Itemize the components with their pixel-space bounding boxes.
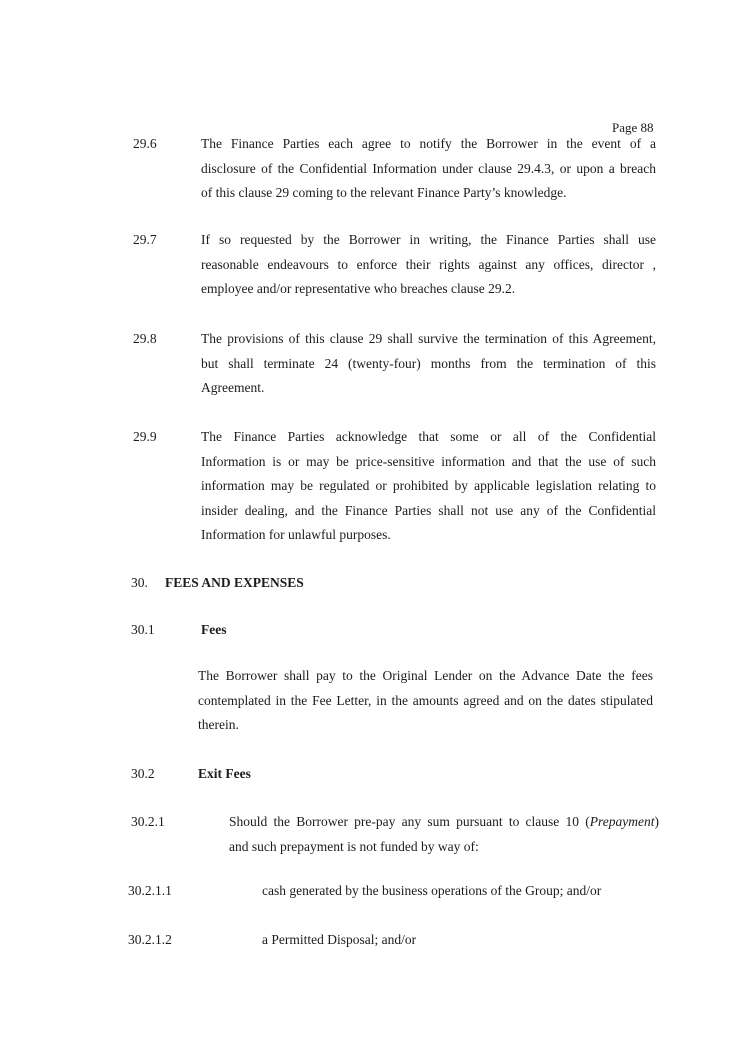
clause-text: a Permitted Disposal; and/or [262, 932, 417, 947]
text-line: contemplated in the Fee Letter, in the amounts agreed and on the dates stipulated [198, 692, 653, 708]
clause-number: 30.2 [131, 766, 155, 781]
clause-number: 30.2.1.1 [128, 883, 172, 898]
clause-heading: Fees [201, 622, 227, 637]
defined-term: Prepayment [589, 814, 655, 829]
text-line: The Finance Parties acknowledge that some or all of the Confidential [201, 429, 656, 444]
text-segment: Should the Borrower pre-pay any sum pursuant to clause 10 ( [229, 814, 590, 829]
clause-number: 30.2.1.2 [128, 932, 172, 947]
text-line: Information for unlawful purposes. [201, 527, 391, 542]
text-line: Agreement. [201, 380, 265, 395]
text-line: employee and/or representative who breaches clause 29.2. [201, 281, 516, 296]
text-line: of this clause 29 coming to the relevant Finance Party’s knowledge. [201, 185, 567, 200]
text-line: information may be regulated or prohibited by applicable legislation relating to [201, 478, 656, 493]
text-line: Information is or may be price-sensitive information and that the use of such [201, 453, 656, 469]
text-line: The Borrower shall pay to the Original Lender on the Advance Date the fees [198, 668, 653, 683]
clause-text [201, 425, 656, 548]
clause-number: 29.7 [133, 232, 157, 247]
text-line: The provisions of this clause 29 shall survive the termination of this Agreement, [201, 331, 656, 346]
clause-heading: Exit Fees [198, 766, 251, 781]
clause-text [198, 664, 653, 738]
text-line: If so requested by the Borrower in writing, the Finance Parties shall use [201, 232, 656, 247]
text-line: disclosure of the Confidential Information under clause 29.4.3, or upon a breach [201, 160, 656, 176]
section-number: 30. [131, 575, 148, 590]
text-line: and such prepayment is not funded by way of: [229, 838, 479, 854]
clause-text [201, 132, 656, 206]
section-heading: FEES AND EXPENSES [165, 575, 304, 590]
clause-number: 29.9 [133, 429, 157, 444]
page-number: Page 88 [612, 120, 654, 135]
text-line: reasonable endeavours to enforce their rights against any offices, director , [201, 256, 656, 272]
clause-text [201, 327, 656, 401]
clause-text: cash generated by the business operations of the Group; and/or [262, 883, 602, 898]
clause-number: 30.2.1 [131, 814, 165, 829]
text-line: therein. [198, 717, 239, 732]
clause-number: 30.1 [131, 622, 155, 637]
text-line: insider dealing, and the Finance Parties shall not use any of the Confidential [201, 502, 656, 518]
text-line [229, 810, 659, 835]
text-line: but shall terminate 24 (twenty-four) months from the termination of this [201, 355, 656, 371]
text-segment: ) [654, 814, 659, 829]
clause-number: 29.6 [133, 136, 157, 151]
clause-text [201, 228, 656, 302]
clause-number: 29.8 [133, 331, 157, 346]
clause-text [229, 810, 659, 859]
text-line: The Finance Parties each agree to notify the Borrower in the event of a [201, 136, 656, 151]
